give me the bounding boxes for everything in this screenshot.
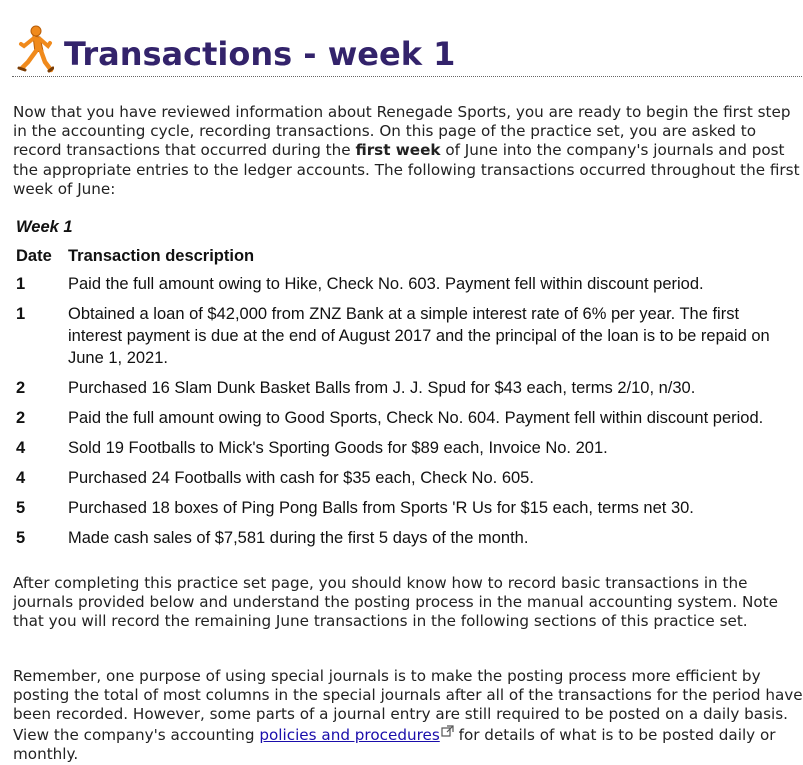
row-description: Sold 19 Footballs to Mick's Sporting Goods for $89 each, Invoice No. 201. [68,439,608,457]
row-date: 5 [16,529,26,547]
intro-text-end: of June into the company's journals and post the appropriate entries to the ledger accounts. The following transactions occurred throughout the first week of June: [13,141,800,198]
after-completing-paragraph: After completing this practice set page, you should know how to record basic transactions in the journals provided below and understand the posting process in the manual accounting system. Note that you will record the remaining June transactions in the following sections of this practice set. [13,574,778,631]
row-description: Made cash sales of $7,581 during the first 5 days of the month. [68,529,529,547]
date-column-header: Date [16,247,52,265]
row-description: Purchased 18 boxes of Ping Pong Balls from Sports 'R Us for $15 each, terms net 30. [68,499,694,517]
row-date: 4 [16,439,26,457]
row-date: 1 [16,275,26,293]
table-row [13,301,783,375]
row-description: Paid the full amount owing to Hike, Check No. 603. Payment fell within discount period. [68,275,704,293]
row-date: 2 [16,409,26,427]
table-row [13,375,783,405]
page-title: Transactions - week 1 [64,35,456,73]
table-row [13,465,783,495]
intro-text-start: Now that you have reviewed information about Renegade Sports, you are ready to begin the first step in the accounting cycle, recording transactions. On this page of the practice set, you are asked to record transactions that occurred during the [13,103,791,160]
table-row [13,495,783,525]
row-date: 5 [16,499,26,517]
table-header-row [13,243,783,271]
row-date: 1 [16,305,26,323]
description-column-header: Transaction description [68,247,255,265]
row-description: Purchased 24 Footballs with cash for $35 each, Check No. 605. [68,469,534,487]
intro-emphasis: first week [355,141,441,160]
remember-paragraph [13,667,803,764]
table-row [13,525,783,555]
runner-icon [14,24,54,74]
table-row [13,435,783,465]
external-link-icon[interactable] [441,725,454,738]
row-description: Purchased 16 Slam Dunk Basket Balls from J. J. Spud for $43 each, terms 2/10, n/30. [68,379,696,397]
row-description: Obtained a loan of $42,000 from ZNZ Bank at a simple interest rate of 6% per year. The first interest payment is due at the end of August 2017 and the principal of the loan is to be repaid on June 1, 2021. [68,305,770,367]
table-row [13,405,783,435]
week-heading: Week 1 [16,218,73,236]
remember-text-start: Remember, one purpose of using special journals is to make the posting process more efficient by posting the total of most columns in the special journals after all of the transactions for the period have been recorded. However, some parts of a journal entry are still required to be posted on a daily basis. View the company's accounting [13,667,803,744]
row-date: 2 [16,379,26,397]
row-date: 4 [16,469,26,487]
page-header [12,20,802,77]
transactions-table [13,243,783,555]
policies-and-procedures-link[interactable]: policies and procedures [259,725,440,744]
intro-paragraph [13,103,803,199]
remember-text-end: for details of what is to be posted daily or monthly. [13,725,776,763]
row-description: Paid the full amount owing to Good Sports, Check No. 604. Payment fell within discount period. [68,409,764,427]
table-row [13,271,783,301]
